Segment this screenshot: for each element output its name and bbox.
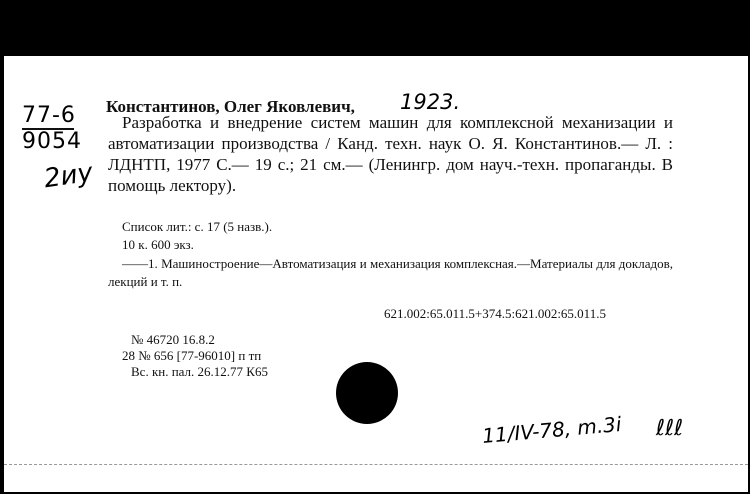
shelfmark-bottom: 9054	[22, 129, 82, 154]
record-number: № 46720 16.8.2	[131, 332, 215, 347]
author-heading: Константинов, Олег Яковлевич,	[106, 97, 355, 116]
udc-code: 621.002:65.011.5+374.5:621.002:65.011.5	[384, 306, 606, 321]
shelfmark-top: 77-6	[22, 103, 76, 128]
handwritten-mark: ℓℓℓ	[656, 416, 684, 441]
issue-line: Вс. кн. пал. 26.12.77 К65	[131, 364, 268, 379]
catalog-card	[4, 56, 748, 492]
handwritten-note: 11/IV-78, m.3i	[481, 411, 623, 449]
subject-headings	[108, 255, 673, 291]
order-line: 28 № 656 [77-96010] п тп	[122, 348, 262, 363]
inventory-note: 2иу	[42, 157, 95, 195]
title-description	[108, 112, 673, 196]
references-line: Список лит.: с. 17 (5 назв.).	[122, 219, 273, 234]
punch-hole	[336, 362, 398, 424]
title-paragraph: Разработка и внедрение систем машин для комплексной механизации и автоматизации производства / Канд. техн. наук О. Я. Константинов.— Л. : ЛДНТП, 1977 С.— 19 с.; 21 см.— (Ленингр. дом науч.-техн. пропаганды. В помощь лектору).	[108, 113, 673, 195]
subject-text: ——1. Машиностроение—Автоматизация и механизация комплексная.—Материалы для докладов, лекций и т. п.	[108, 256, 673, 289]
year-note: 1923.	[400, 90, 461, 114]
edition-line: 10 к. 600 экз.	[122, 237, 194, 252]
bottom-rule	[4, 464, 748, 465]
